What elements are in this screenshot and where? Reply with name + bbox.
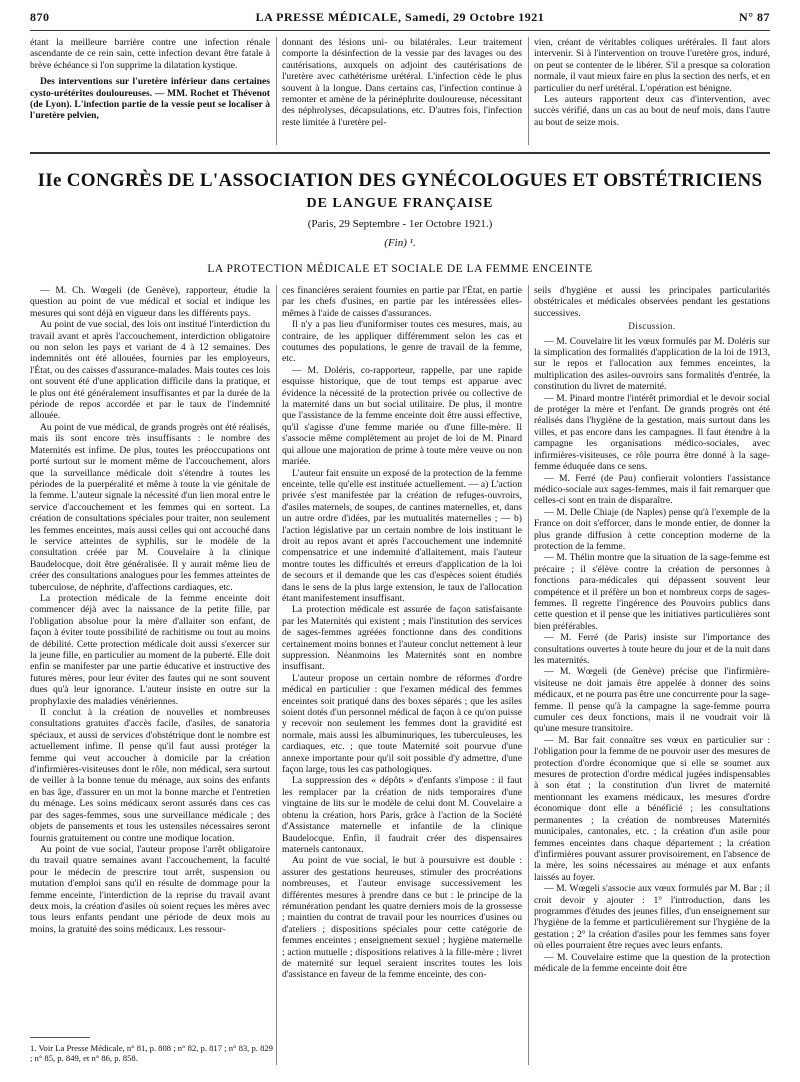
- paragraph: — M. Thélin montre que la situation de la sage-femme est précaire ; il s'élève contre la création de personnes à fonctions para-médicales qui dépassent souvent leur compétence et il préfère un bon et nombreux corps de sages-femmes. Il regrette l'ingérence des Pouvoirs publics dans cette question et il pense que les initiatives particulières sont bien préférables.: [534, 552, 770, 632]
- column-divider: [276, 37, 277, 145]
- top-column-2: [282, 37, 522, 147]
- paragraph: — M. Couvelaire lit les vœux formulés par M. Doléris sur la simplication des formalités d'application de la loi de 1913, sur le repos et l'allocation aux femmes enceintes, la multiplication des asiles-ouvroirs sans formalités d'entrée, la constitution du livret de maternité.: [534, 335, 770, 393]
- column-divider: [276, 285, 277, 1065]
- paragraph: ces financières seraient fournies en partie par l'État, en partie par les chefs d'usines, en partie par les intéressées elles-mêmes à l'aide de caisses d'assurances.: [282, 285, 522, 319]
- congress-subtitle: DE LANGUE FRANÇAISE: [306, 196, 494, 211]
- section-title: LA PROTECTION MÉDICALE ET SOCIALE DE LA FEMME ENCEINTE: [207, 263, 593, 275]
- issue-number: N° 87: [739, 10, 770, 24]
- paragraph: Il conclut à la création de nouvelles et nombreuses consultations gratuites d'accès facile, d'asiles, de sanatoria spéciaux, et aussi de services d'obstétrique dont le nombre est actuellement infime. Il pense qu'il faut aussi protéger la femme qui veut accoucher à domicile par la création d'infirmières-visiteuses dont le rôle, non médical, sera surtout de veiller à la bonne tenue du ménage, aux soins des enfants en bas âge, d'assurer en un mot la bonne marche et l'entretien du ménage. Les soins médicaux seront assurés dans ces cas par des sages-femmes, sous une surveillance médicale ; des objets de pansements et tous les ustensiles nécessaires seront fournis gratuitement ou contre une modique location.: [30, 707, 270, 844]
- main-column-3: [534, 285, 770, 1070]
- column-divider: [528, 285, 529, 1065]
- paragraph: — M. Ferré (de Pau) confierait volontiers l'assistance médico-sociale aux sages-femmes, mais il fait remarquer que celles-ci sont en train de disparaître.: [534, 472, 770, 507]
- top-column-1: [30, 37, 270, 147]
- paragraph: seils d'hygiène et aussi les principales particularités obstétricales et médicales observées pendant les gestations successives.: [534, 285, 770, 319]
- paragraph: Au point de vue social, le but à poursuivre est double : assurer des gestations heureuses, stimuler des procréations nombreuses, et l'auteur envisage successivement les différentes mesures à prendre dans ce but : le principe de la rémunération pendant les quatre derniers mois de la grossesse ; maintien du contrat de travail pour les nourrices d'usines ou d'ateliers ; dispositions spéciales pour cette catégorie de femmes enceintes ; enseignement sexuel ; hygiène maternelle ; action mutuelle ; dispositions relatives à la fille-mère ; livret de maternité sur lequel seraient inscrites toutes les lois d'assistance en faveur de la femme enceinte, des con-: [282, 855, 522, 981]
- paragraph: Au point de vue médical, de grands progrès ont été réalisés, mais ils sont encore très insuffisants : le nombre des Maternités est infime. De plus, toutes les préoccupations ont porté surtout sur le moment même de l'accouchement, alors que la surveillance médicale doit s'étendre à toutes les périodes de la puerpéralité et même à toute la vie génitale de la femme. L'auteur signale la nécessité d'un lien moral entre le service d'accouchement et les femmes qui en sortent. La création de consultations spéciales pour traiter, non seulement les femmes enceintes, mais aussi celles qui ont accouché dans le service atteintes de syphilis, sur le modèle de la consultation créée par M. Couvelaire à la clinique Baudelocque, doit être généralisée. Il y aurait même lieu de créer des consultations analogues pour les femmes atteintes de tuberculose, de néphrite, d'affections cardiaques, etc.: [30, 421, 270, 593]
- paragraph: — M. Ferré (de Paris) insiste sur l'importance des consultations ouvertes à toute heure du jour et de la nuit dans les maternités.: [534, 632, 770, 666]
- paragraph: — M. Doléris, co-rapporteur, rappelle, par une rapide esquisse historique, que de tout temps est apparue avec évidence la nécessité de la protection privée ou collective de la maternité dans un but social utilitaire. De plus, il montre que l'assistance de la femme enceinte doit être aussi effective, qu'il s'agisse d'une femme mariée ou d'une fille-mère. Il s'associe même complètement au projet de loi de M. Pinard qui alloue une majoration de prime à toute mère veuve ou non mariée.: [282, 364, 522, 468]
- paragraph: La suppression des « dépôts » d'enfants s'impose : il faut les remplacer par la création de nids temporaires d'une vingtaine de lits sur le modèle de celui dont M. Couvelaire a obtenu la création, hors Paris, grâce à l'action de la Société d'Assistance maternelle et infantile de la clinique Baudelocque. Enfin, il faudrait créer des dispensaires maternels cantonaux.: [282, 775, 522, 855]
- congress-fin: (Fin) ¹.: [384, 237, 416, 249]
- paragraph: — M. Wœgeli s'associe aux vœux formulés par M. Bar ; il croit devoir y ajouter : 1° l'introduction, dans les programmes d'études des jeunes filles, d'un enseignement sur l'hygiène de la femme et particulièrement sur l'hygiène de la gestation ; 2° la création d'asiles pour les femmes sans foyer où elles pourraient être reçues avec leurs enfants.: [534, 883, 770, 952]
- main-column-2: [282, 285, 522, 1070]
- section-rule: [30, 152, 770, 154]
- footnote: 1. Voir La Presse Médicale, n° 81, p. 808 ; n° 82, p. 817 ; n° 83, p. 829 ; n° 85, p. 849, et n° 86, p. 858.: [30, 1043, 273, 1063]
- paragraph: vien, créant de véritables coliques urétérales. Il faut alors intervenir. Si à l'intervention on trouve l'uretère gros, induré, on peut se contenter de le libérer. S'il a presque sa coloration normale, il vaut mieux faire en plus la section des nerfs, et en particulier du nerf urétéral. L'opération est bénigne.: [534, 37, 770, 94]
- paragraph: — M. Pinard montre l'intérêt primordial et le devoir social de protéger la mère et l'enfant. De grands progrès ont été réalisés dans l'hygiène de la gestation, mais surtout dans les villes, et pas encore dans les campagnes. Il faut étendre à la campagne les organisations médico-sociales, avec infirmières-visiteuses, ce rôle pourra être donné à la sage-femme éduquée dans ce sens.: [534, 392, 770, 473]
- paragraph: — M. Delle Chiaje (de Naples) pense qu'à l'exemple de la France on doit s'efforcer, dans le monde entier, de donner la plus grande diffusion à cette conception moderne de la protection de la femme.: [534, 506, 770, 552]
- paragraph: Il n'y a pas lieu d'uniformiser toutes ces mesures, mais, au contraire, de les appliquer différemment selon les cas et coutumes des populations, le genre de travail de la femme, etc.: [282, 319, 522, 365]
- top-column-3: [534, 37, 770, 147]
- congress-title: IIe CONGRÈS DE L'ASSOCIATION DES GYNÉCOLOGUES ET OBSTÉTRICIENS: [37, 170, 763, 191]
- main-column-1: [30, 285, 270, 1033]
- header-rule: [30, 30, 770, 31]
- congress-dates: (Paris, 29 Septembre - 1er Octobre 1921.): [307, 218, 493, 230]
- discussion-label: Discussion.: [628, 321, 676, 332]
- paragraph: étant la meilleure barrière contre une infection rénale ascendante de ce rein sain, cette infection devant être fatale à brève échéance si l'on supprime la dilatation kystique.: [30, 37, 270, 71]
- paragraph: La protection médicale de la femme enceinte doit commencer déjà avec la naissance de la petite fille, par l'obligation absolue pour la mère d'allaiter son enfant, de façon à éviter toute possibilité de rachitisme ou tout au moins de débilité. Cette protection médicale doit aussi s'exercer sur la jeune fille, en particulier au moment de la puberté. Elle doit enfin se manifester par une partie éducative et instructive des futures mères, pour leur éviter des fautes qui ne sont souvent dues qu'à leur ignorance. L'auteur insiste en outre sur la prophylaxie des maladies vénériennes.: [30, 592, 270, 707]
- paragraph: Les auteurs rapportent deux cas d'intervention, avec succès vérifié, dans un cas au bout de neuf mois, dans l'autre au bout de seize mois.: [534, 94, 770, 128]
- paragraph: L'auteur propose un certain nombre de réformes d'ordre médical en particulier : que l'examen médical des femmes enceintes soit pratiqué dans des boxes séparés ; que les asiles soient dotés d'un personnel médical de façon à ce qu'on puisse y recevoir non seulement les femmes dont la gravidité est normale, mais aussi les albuminuriques, les tuberculeuses, les cardiaques, etc. ; que toute Maternité soit pourvue d'une annexe importante pour qu'il soit possible d'y admettre, d'une façon large, tous les cas pathologiques.: [282, 672, 522, 776]
- paragraph: Au point de vue social, des lois ont institué l'interdiction du travail avant et après l'accouchement, interdiction obligatoire ou non selon les pays et variant de 4 à 12 semaines. Des indemnités ont été allouées, fournies par les employeurs, l'État, ou des caisses d'assurance-malades. Mais toutes ces lois ont souvent été d'une application difficile dans la pratique, et le plus ont été généralement insuffisantes et par la durée de la période de repos accordée et par le taux de l'indemnité allouée.: [30, 319, 270, 422]
- paragraph: L'auteur fait ensuite un exposé de la protection de la femme enceinte, telle qu'elle est instituée actuellement. — a) L'action privée s'est manifestée par la création de refuges-ouvroirs, d'asiles maternels, de soupes, de cantines maternelles, et, dans un autre ordre d'idées, par les mutualités maternelles ; — b) l'action législative par un certain nombre de lois instituant le droit au repos avant et après l'accouchement une indemnité compensatrice et une indemnité d'allaitement, mais l'auteur montre toutes les difficultés et erreurs d'application de la loi de secours et il demande que les cas d'espèces soient étudiés dans le sens de la plus large extension, le taux de l'allocation étant manifestement insuffisant.: [282, 467, 522, 604]
- paragraph: La protection médicale est assurée de façon satisfaisante par les Maternités qui existent ; mais l'institution des services de sages-femmes agréées fonctionne dans des conditions certainement moins bonnes et l'auteur conclut nettement à leur suppression. Néanmoins les Maternités sont en nombre insuffisant.: [282, 604, 522, 673]
- paragraph: — M. Ch. Wœgeli (de Genève), rapporteur, étudie la question au point de vue médical et social et indique les mesures qui sont déjà en vigueur dans les différents pays.: [30, 285, 270, 319]
- page-number: 870: [30, 10, 50, 24]
- paragraph: Au point de vue social, l'auteur propose l'arrêt obligatoire du travail quatre semaines avant l'accouchement, la faculté pour le médecin de prescrire tout arrêt, suspension ou mutation d'emploi sans qu'il en résulte de dommage pour la femme enceinte, l'interdiction de la reprise du travail avant deux mois, la création d'asiles où soient reçues les mères avec tous leurs enfants pendant une période de deux mois au moins, la gratuité des soins médicaux. Les ressour-: [30, 843, 270, 935]
- journal-title: LA PRESSE MÉDICALE, Samedi, 29 Octobre 1921: [255, 10, 545, 24]
- footnote-rule: [30, 1037, 90, 1038]
- paragraph: Des interventions sur l'uretère inférieur dans certaines cysto-urétérites douloureuses. — MM. Rochet et Thévenot (de Lyon). L'infection partie de la vessie peut se localiser à l'uretère pelvien,: [30, 76, 270, 122]
- running-header: [30, 8, 770, 30]
- paragraph: — M. Bar fait connaître ses vœux en particulier sur : l'obligation pour la femme de ne pouvoir user des mesures de protection d'ordre économique que si elle se soumet aux mesures de protection d'ordre médical jugées indispensables à son état ; la constitution d'un livret de maternité mentionnant les examens médicaux, les mesures d'ordre économique dont elle a bénéficié ; les consultations permanentes ; la création de nombreuses Maternités municipales, cantonales, etc. ; la création d'un asile pour femmes enceintes dans chaque département ; la création d'infirmières pouvant assurer provisoirement, en l'absence de la mère, les soins nécessaires au ménage et aux enfants laissés au foyer.: [534, 734, 770, 883]
- paragraph: donnant des lésions uni- ou bilatérales. Leur traitement comporte la désinfection de la vessie par des lavages ou des cautérisations, auxquels on adjoint des cautérisations de l'uretère avec cathétérisme urétéral. L'infection cède le plus souvent à la longue. Dans certains cas, l'infection continue à remonter et amène de la périnéphrite douloureuse, nécessitant des néphrolyses, décapsulations, etc. D'autres fois, l'infection reste limitée à l'uretère pel-: [282, 37, 522, 128]
- column-divider: [528, 37, 529, 145]
- paragraph: — M. Wœgeli (de Genève) précise que l'infirmière-visiteuse ne doit jamais être appelée à donner des soins médicaux, et ne pourra pas être une concurrente pour la sage-femme. Il pense qu'à la campagne la sage-femme pourra cumuler ces deux fonctions, mais il ne voudrait voir là qu'une mesure transitoire.: [534, 666, 770, 735]
- paragraph: — M. Couvelaire estime que la question de la protection médicale de la femme enceinte doit être: [534, 951, 770, 974]
